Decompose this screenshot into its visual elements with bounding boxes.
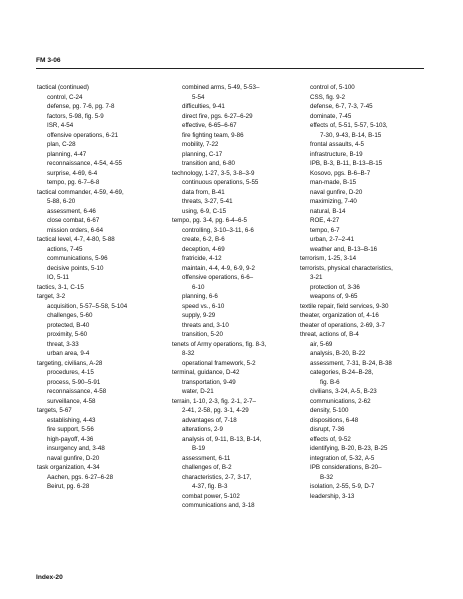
index-subentry: air, 5-69 — [310, 340, 333, 348]
index-subentry: weapons of, 9-65 — [310, 293, 358, 300]
index-subentry: mobility, 7-22 — [182, 141, 219, 148]
index-subentry: IPB considerations, B-20– — [310, 464, 382, 471]
index-subentry: Beirut, pg. 6-28 — [47, 483, 90, 490]
index-subentry: Kosovo, pgs. B-6–B-7 — [310, 169, 371, 177]
index-subentry: offensive operations, 6-21 — [47, 131, 119, 139]
index-subentry: offensive operations, 6-6– — [182, 274, 254, 281]
index-subentry: transportation, 9-49 — [182, 378, 236, 386]
index-subentry: deception, 4-69 — [182, 245, 225, 253]
page-footer: Index-20 — [36, 574, 63, 581]
index-subentry: mission orders, 6-64 — [47, 226, 104, 234]
index-subentry: integration of, 5-32, A-5 — [310, 454, 375, 462]
index-subentry: naval gunfire, D-20 — [47, 454, 100, 462]
index-entry: terrain, 1-10, 2-3, fig. 2-1, 2-7– — [172, 397, 256, 405]
index-subentry: communications, 2-62 — [310, 397, 371, 405]
index-entry: target, 3-2 — [37, 293, 66, 300]
index-subentry: process, 5-90–5-91 — [47, 378, 101, 386]
index-subentry: actions, 7-45 — [47, 245, 83, 253]
index-subentry: disrupt, 7-36 — [310, 426, 345, 433]
index-subentry: characteristics, 2-7, 3-17, — [182, 473, 252, 481]
index-subentry: transition, 5-20 — [182, 331, 223, 338]
index-subentry: analysis, B-20, B-22 — [310, 350, 366, 357]
index-subentry: communications, 5-96 — [47, 255, 108, 262]
index-subentry: high-payoff, 4-36 — [47, 435, 94, 443]
index-subentry: IPB, B-3, B-11, B-13–B-15 — [310, 160, 383, 167]
index-subentry: civilians, 3-24, A-5, B-23 — [310, 388, 377, 395]
index-subentry: threats, 3-27, 5-41 — [182, 198, 233, 205]
index-subentry: identifying, B-20, B-23, B-25 — [310, 445, 388, 452]
index-subentry: tempo, 6-7 — [310, 226, 340, 234]
index-subentry: fig. B-6 — [320, 378, 340, 386]
index-subentry: ROE, 4-27 — [310, 217, 340, 224]
index-subentry: effects of, 9-52 — [310, 435, 351, 443]
index-subentry: effects of, 5-51, 5-57, 5-103, — [310, 122, 388, 129]
index-entry: task organization, 4-34 — [37, 464, 100, 471]
index-subentry: acquisition, 5-57–5-58, 5-104 — [47, 302, 128, 310]
index-subentry: isolation, 2-55, 5-9, D-7 — [310, 483, 375, 490]
index-subentry: combat power, 5-102 — [182, 492, 240, 500]
index-subentry: communications and, 3-18 — [182, 502, 255, 509]
index-entry: tactical (continued) — [37, 84, 89, 91]
index-entry: terminal, guidance, D-42 — [172, 369, 240, 376]
index-subentry: maximizing, 7-40 — [310, 198, 357, 205]
index-subentry: dispositions, 6-48 — [310, 416, 359, 424]
index-subentry: B-32 — [320, 473, 334, 481]
index-entry: tactical commander, 4-59, 4-69, — [37, 188, 124, 196]
index-subentry: effective, 6-65–6-67 — [182, 122, 237, 129]
index-subentry: fire fighting team, 9-86 — [182, 131, 244, 139]
index-entry: terrorism, 1-25, 3-14 — [300, 255, 357, 262]
index-entry: terrorists, physical characteristics, — [300, 264, 393, 272]
index-subentry: close combat, 6-67 — [47, 217, 100, 224]
index-subentry: transition and, 6-80 — [182, 160, 235, 167]
index-subentry: control of, 5-100 — [310, 84, 355, 91]
index-subentry: water, D-21 — [182, 388, 214, 395]
index-subentry: man-made, B-15 — [310, 179, 357, 186]
index-subentry: insurgency and, 3-48 — [47, 445, 105, 452]
index-subentry: create, 6-2, B-6 — [182, 236, 225, 243]
index-subentry: 7-30, 9-43, B-14, B-15 — [320, 131, 382, 139]
index-subentry: analysis of, 9-11, B-13, B-14, — [182, 435, 262, 443]
index-subentry: data from, B-41 — [182, 188, 225, 196]
index-subentry: natural, B-14 — [310, 207, 346, 215]
index-column-2 — [172, 83, 300, 511]
index-subentry: defense, 6-7, 7-3, 7-45 — [310, 103, 373, 110]
index-subentry: assessment, 6-11 — [182, 454, 231, 462]
index-subentry: combined arms, 5-49, 5-53– — [182, 84, 260, 91]
page-header: FM 3-06 — [36, 57, 61, 64]
index-subentry: protected, B-40 — [47, 321, 90, 329]
index-subentry: procedures, 4-15 — [47, 369, 94, 376]
index-entry: targeting, civilians, A-28 — [37, 359, 103, 367]
index-subentry: 4-37, fig. B-3 — [192, 483, 228, 490]
index-subentry: 2-41, 2-58, pg. 3-1, 4-29 — [182, 407, 249, 414]
index-entry: tempo, pg. 3-4, pg. 6-4–6-5 — [172, 217, 247, 224]
index-subentry: surveillance, 4-58 — [47, 397, 96, 405]
index-subentry: continuous operations, 5-55 — [182, 179, 259, 186]
index-subentry: operational framework, 5-2 — [182, 359, 256, 367]
index-entry: theater, organization of, 4-16 — [300, 312, 379, 319]
header-rule — [36, 68, 424, 69]
index-subentry: proximity, 5-60 — [47, 331, 88, 338]
index-subentry: fire support, 5-56 — [47, 426, 94, 433]
index-subentry: 5-54 — [192, 93, 205, 101]
index-subentry: factors, 5-98, fig. 5-9 — [47, 112, 104, 120]
index-subentry: plan, C-28 — [47, 141, 76, 148]
index-subentry: 5-88, 6-20 — [47, 198, 76, 205]
index-entry: threat, actions of, B-4 — [300, 331, 359, 338]
index-subentry: urban, 2-7–2-41 — [310, 236, 355, 243]
index-entry: targets, 5-67 — [37, 407, 72, 414]
index-subentry: fratricide, 4-12 — [182, 255, 222, 262]
index-subentry: frontal assaults, 4-5 — [310, 141, 364, 148]
index-entry: technology, 1-27, 3-5, 3-8–3-9 — [172, 169, 255, 177]
index-subentry: challenges of, B-2 — [182, 464, 232, 471]
index-subentry: categories, B-24–B-28, — [310, 369, 374, 376]
index-subentry: CSS, fig. 9-2 — [310, 93, 346, 101]
index-subentry: B-19 — [192, 445, 206, 452]
index-subentry: speed vs., 6-10 — [182, 302, 225, 310]
index-column-1 — [37, 83, 167, 492]
index-subentry: 8-32 — [182, 350, 195, 357]
index-subentry: naval gunfire, D-20 — [310, 188, 363, 196]
index-subentry: planning, C-17 — [182, 150, 223, 158]
index-entry: tenets of Army operations, fig. 8-3, — [172, 340, 267, 348]
index-subentry: establishing, 4-43 — [47, 416, 96, 424]
index-subentry: threats and, 3-10 — [182, 321, 229, 329]
index-subentry: supply, 9-29 — [182, 312, 216, 319]
index-subentry: protection of, 3-36 — [310, 283, 360, 291]
index-subentry: urban area, 9-4 — [47, 350, 90, 357]
index-subentry: direct fire, pgs. 6-27–6-29 — [182, 112, 253, 120]
index-subentry: tempo, pg. 6-7–6-8 — [47, 179, 100, 186]
index-subentry: advantages of, 7-18 — [182, 416, 237, 424]
index-subentry: IO, 5-11 — [47, 274, 69, 281]
index-subentry: ISR, 4-54 — [47, 122, 74, 129]
index-subentry: maintain, 4-4, 4-9, 6-9, 9-2 — [182, 264, 255, 272]
index-subentry: challenges, 5-60 — [47, 312, 93, 319]
index-subentry: decisive points, 5-10 — [47, 264, 104, 272]
index-subentry: threat, 3-33 — [47, 340, 79, 348]
index-entry: tactics, 3-1, C-15 — [37, 283, 84, 291]
index-subentry: assessment, 6-46 — [47, 207, 96, 215]
index-subentry: difficulties, 9-41 — [182, 103, 225, 110]
index-subentry: reconnaissance, 4-54, 4-55 — [47, 160, 122, 167]
index-subentry: defense, pg. 7-6, pg. 7-8 — [47, 103, 115, 110]
index-subentry: leadership, 3-13 — [310, 492, 355, 500]
index-subentry: using, 6-9, C-15 — [182, 207, 227, 215]
index-subentry: 6-10 — [192, 283, 205, 291]
index-subentry: surprise, 4-69, 6-4 — [47, 169, 98, 177]
index-subentry: dominate, 7-45 — [310, 112, 352, 120]
index-entry: theater of operations, 2-69, 3-7 — [300, 321, 385, 329]
index-entry: tactical level, 4-7, 4-80, 5-88 — [37, 236, 115, 243]
index-column-3 — [300, 83, 430, 501]
index-subentry: Aachen, pgs. 6-27–6-28 — [47, 473, 114, 481]
index-subentry: planning, 4-47 — [47, 150, 87, 158]
index-subentry: alterations, 2-9 — [182, 426, 223, 433]
index-subentry: weather and, B-13–B-16 — [310, 245, 378, 253]
index-subentry: 3-21 — [310, 274, 323, 281]
index-subentry: assessment, 7-31, B-24, B-38 — [310, 359, 392, 367]
index-subentry: controlling, 3-10–3-11, 6-6 — [182, 226, 254, 234]
index-subentry: infrastructure, B-19 — [310, 150, 363, 158]
index-entry: textile repair, field services, 9-30 — [300, 302, 389, 310]
index-subentry: reconnaissance, 4-58 — [47, 388, 107, 395]
index-subentry: density, 5-100 — [310, 407, 349, 414]
index-subentry: planning, 6-6 — [182, 293, 218, 300]
index-subentry: control, C-24 — [47, 93, 83, 101]
